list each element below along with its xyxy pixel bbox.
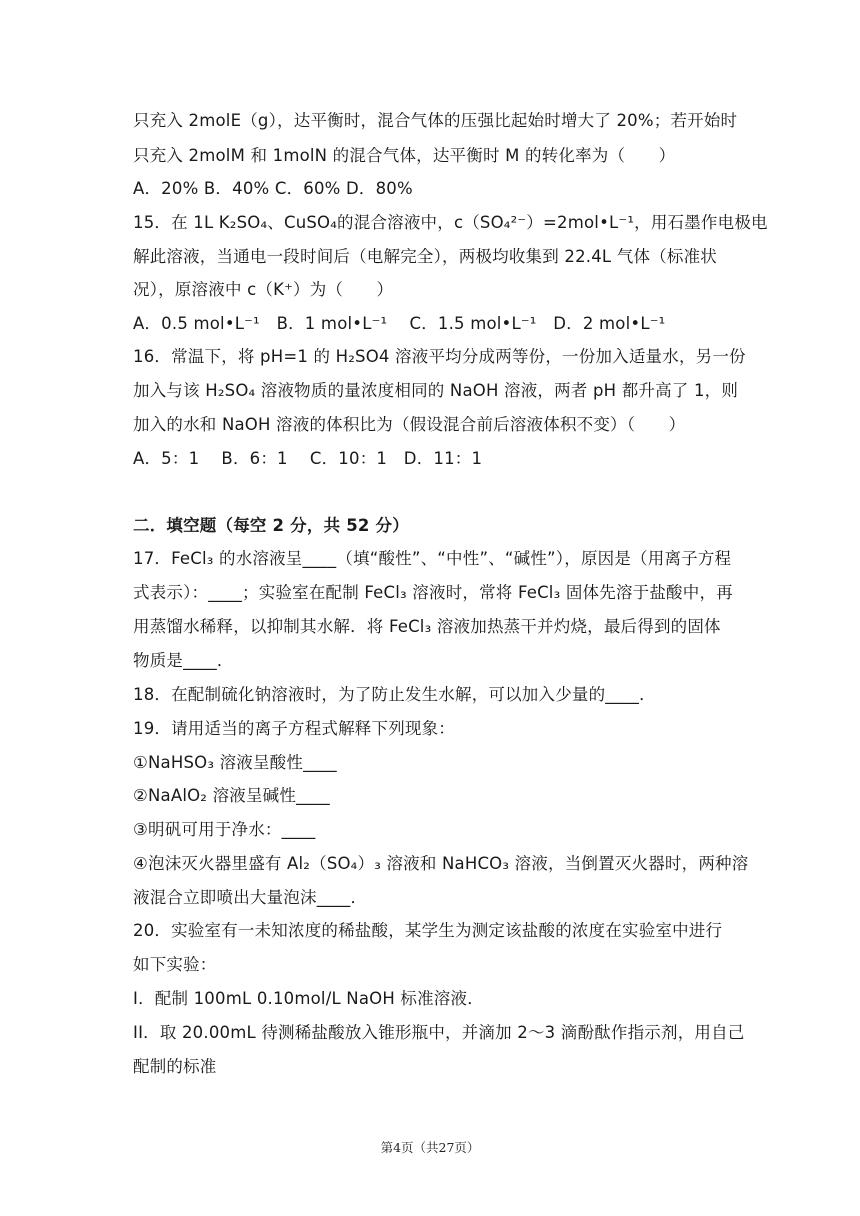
- text-line: 加入与该 H₂SO₄ 溶液物质的量浓度相同的 NaOH 溶液，两者 pH 都升高了 1，则: [133, 381, 739, 400]
- question-19: 19．请用适当的离子方程式解释下列现象：: [133, 719, 455, 738]
- text-line: 液混合立即喷出大量泡沫____．: [133, 888, 368, 907]
- option-line: A．5：1 B．6：1 C．10：1 D．11：1: [133, 449, 483, 468]
- section-heading: 二．填空题（每空 2 分，共 52 分）: [133, 516, 409, 535]
- option-line: A．0.5 mol•L⁻¹ B．1 mol•L⁻¹ C．1.5 mol•L⁻¹ D．2 mol•L⁻¹: [133, 314, 666, 333]
- question-18: 18．在配制硫化钠溶液时，为了防止发生水解，可以加入少量的____．: [133, 685, 656, 704]
- text-line: 物质是____．: [133, 651, 234, 670]
- text-line: 配制的标准: [133, 1057, 217, 1076]
- question-16: 16．常温下，将 pH=1 的 H₂SO4 溶液平均分成两等份，一份加入适量水，另一份: [133, 347, 746, 366]
- sub-item-4: ④泡沫灭火器里盛有 Al₂（SO₄）₃ 溶液和 NaHCO₃ 溶液，当倒置灭火器时，两种溶: [133, 854, 749, 873]
- page-footer: 第4页（共27页）: [380, 1140, 480, 1155]
- step-2: II．取 20.00mL 待测稀盐酸放入锥形瓶中，并滴加 2～3 滴酚酞作指示剂，用自己: [133, 1023, 745, 1042]
- step-1: I．配制 100mL 0.10mol/L NaOH 标准溶液．: [133, 989, 484, 1008]
- option-line: A．20% B．40% C．60% D．80%: [133, 179, 413, 198]
- question-17: 17．FeCl₃ 的水溶液呈____（填“酸性”、“中性”、“碱性”），原因是（用离子方程: [133, 549, 732, 568]
- sub-item-2: ②NaAlO₂ 溶液呈碱性____: [133, 786, 330, 805]
- text-line: 如下实验：: [133, 955, 217, 974]
- question-15: 15．在 1L K₂SO₄、CuSO₄的混合溶液中，c（SO₄²⁻）=2mol•L⁻¹，用石墨作电极电: [133, 213, 768, 232]
- text-line: 只充入 2molE（g），达平衡时，混合气体的压强比起始时增大了 20%；若开始时: [133, 111, 738, 130]
- text-line: 式表示）：____；实验室在配制 FeCl₃ 溶液时，常将 FeCl₃ 固体先溶于盐酸中，再: [133, 583, 733, 602]
- question-20: 20．实验室有一未知浓度的稀盐酸，某学生为测定该盐酸的浓度在实验室中进行: [133, 921, 723, 940]
- text-line: 加入的水和 NaOH 溶液的体积比为（假设混合前后溶液体积不变）（ ）: [133, 415, 686, 434]
- text-line: 用蒸馏水稀释，以抑制其水解．将 FeCl₃ 溶液加热蒸干并灼烧，最后得到的固体: [133, 617, 721, 636]
- text-line: 解此溶液，当通电一段时间后（电解完全），两极均收集到 22.4L 气体（标准状: [133, 247, 717, 266]
- sub-item-1: ①NaHSO₃ 溶液呈酸性____: [133, 753, 337, 772]
- text-line: 只充入 2molM 和 1molN 的混合气体，达平衡时 M 的转化率为（ ）: [133, 146, 676, 165]
- text-line: 况），原溶液中 c（K⁺）为（ ）: [133, 280, 394, 299]
- sub-item-3: ③明矾可用于净水：____: [133, 820, 316, 839]
